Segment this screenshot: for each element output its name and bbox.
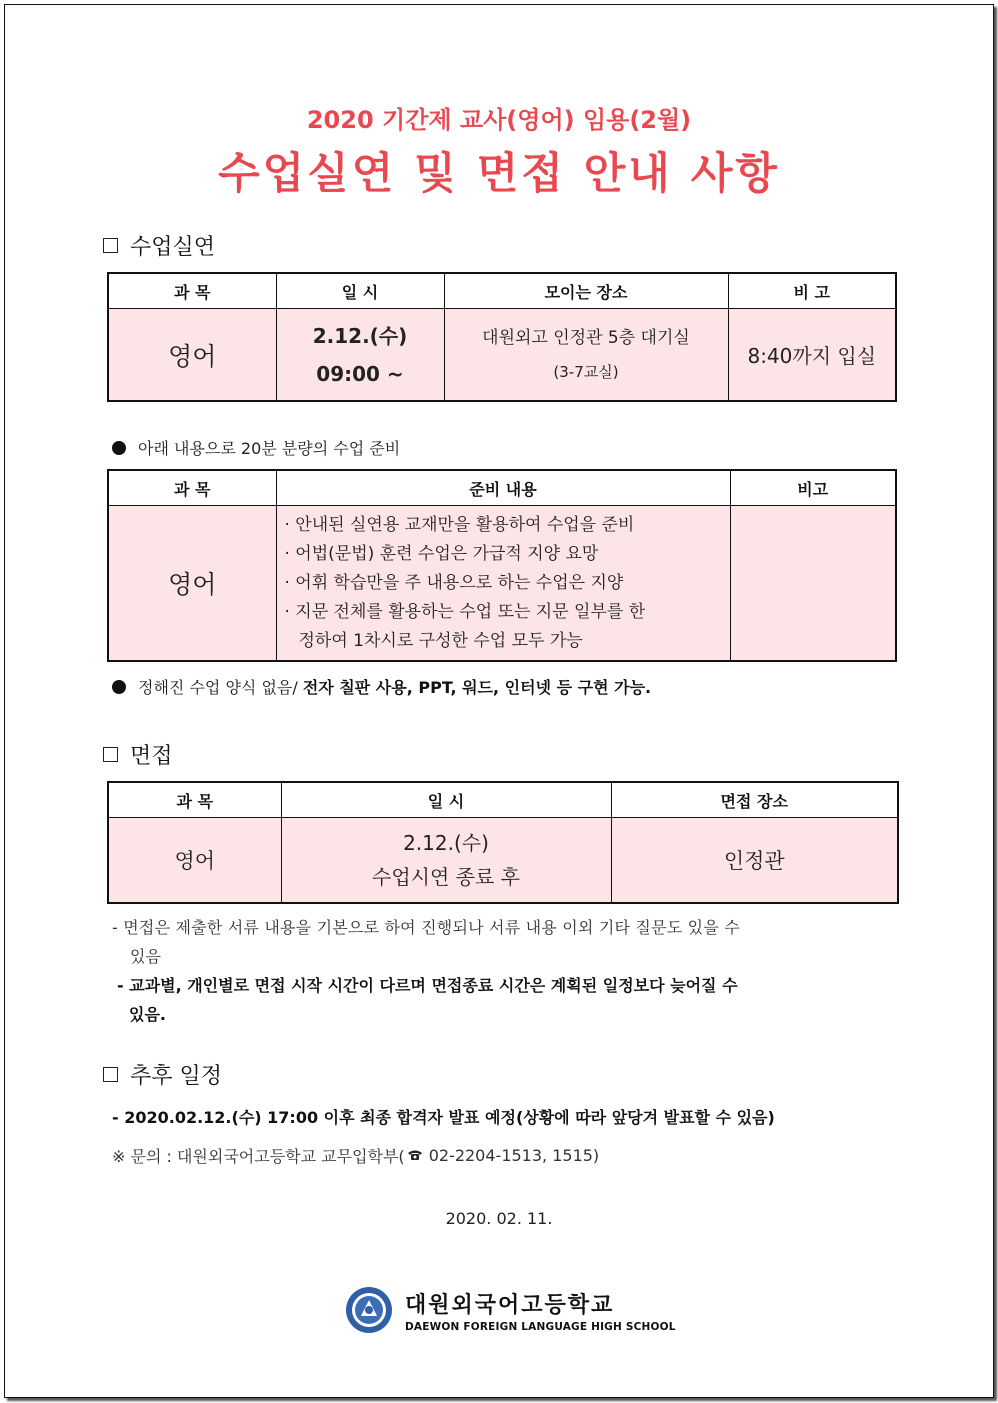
interview-date: 2.12.(수): [403, 831, 489, 855]
table-header: 모이는 장소: [444, 273, 728, 309]
prep-item: · 지문 전체를 활용하는 수업 또는 지문 일부를 한: [284, 601, 646, 622]
phone-icon: [407, 1146, 423, 1165]
checkbox-icon: [103, 1067, 118, 1082]
document-subtitle: 2020 기간제 교사(영어) 임용(2월): [306, 106, 692, 134]
interview-time: 수업시연 종료 후: [372, 865, 520, 889]
demo-place-name: 대원외고 인정관 5층 대기실: [482, 327, 690, 348]
section-heading-demo: [103, 230, 215, 261]
interview-note-1-line1: - 면접은 제출한 서류 내용을 기본으로 하여 진행되나 서류 내용 이외 기타 질문도 있을 수: [112, 918, 740, 937]
demo-note: 8:40까지 입실: [728, 309, 896, 402]
bullet-dot-icon: [112, 680, 126, 694]
contact-phone: 02-2204-1513, 1515): [428, 1146, 600, 1165]
bullet-format-text: 정해진 수업 양식 없음/: [138, 678, 303, 697]
contact-line: [112, 1144, 599, 1167]
demo-date: 2.12.(수): [312, 323, 408, 348]
table-header: 비 고: [728, 273, 896, 309]
document-page: [4, 4, 994, 1398]
interview-note-2: [117, 971, 897, 1029]
demo-time: 09:00 ~: [316, 361, 404, 386]
contact-prefix: ※ 문의 : 대원외국어고등학교 교무입학부(: [112, 1147, 405, 1166]
prep-item: · 어휘 학습만을 주 내용으로 하는 수업은 지양: [284, 572, 624, 593]
demo-place-room: (3-7교실): [553, 362, 619, 381]
prep-subject: 영어: [108, 506, 276, 662]
demo-prep-table: [107, 469, 897, 662]
checkbox-icon: [103, 747, 118, 762]
interview-note-2-line2: 있음.: [129, 1005, 166, 1024]
document-title: 수업실연 및 면접 안내 사항: [218, 149, 780, 199]
table-header: 준비 내용: [276, 470, 730, 506]
demo-datetime: [276, 309, 444, 402]
school-name-korean: 대원외국어고등학교: [405, 1292, 615, 1318]
bullet-format-bold: 전자 칠판 사용, PPT, 워드, 인터넷 등 구현 가능.: [302, 678, 652, 697]
interview-place: 인정관: [611, 818, 898, 904]
prep-note: [730, 506, 896, 662]
checkbox-icon: [103, 238, 118, 253]
section-heading-schedule: [103, 1059, 222, 1090]
bullet-prep-text: 아래 내용으로 20분 분량의 수업 준비: [138, 439, 401, 458]
section-heading-interview-label: 면접: [130, 744, 173, 769]
interview-note-1-line2: 있음: [130, 947, 161, 966]
interview-note-2-line1: - 교과별, 개인별로 면접 시작 시간이 다르며 면접종료 시간은 계획된 일정보다 늦어질 수: [117, 976, 738, 995]
table-header: 과 목: [108, 782, 281, 818]
demo-schedule-table: [107, 272, 897, 402]
prep-contents: [276, 506, 730, 662]
school-emblem-icon: [345, 1286, 393, 1334]
prep-item: · 어법(문법) 훈련 수업은 가급적 지양 요망: [284, 543, 599, 564]
table-header: 면접 장소: [611, 782, 898, 818]
table-header: 일 시: [281, 782, 611, 818]
section-heading-interview: [103, 739, 173, 770]
prep-item: 정하여 1차시로 구성한 수업 모두 가능: [298, 630, 583, 651]
table-header: 과 목: [108, 470, 276, 506]
demo-subject: 영어: [108, 309, 276, 402]
table-header: 일 시: [276, 273, 444, 309]
table-header: 과 목: [108, 273, 276, 309]
section-heading-schedule-label: 추후 일정: [130, 1064, 223, 1089]
document-date: 2020. 02. 11.: [445, 1209, 553, 1228]
bullet-dot-icon: [112, 441, 126, 455]
bullet-prep: [112, 436, 400, 459]
school-name-english: DAEWON FOREIGN LANGUAGE HIGH SCHOOL: [405, 1320, 676, 1333]
interview-datetime: [281, 818, 611, 904]
demo-place: [444, 309, 728, 402]
school-logo: [345, 1286, 676, 1334]
prep-item: · 안내된 실연용 교재만을 활용하여 수업을 준비: [284, 514, 635, 535]
interview-table: [107, 781, 899, 904]
interview-note-1: [112, 913, 897, 971]
bullet-format: [112, 675, 651, 698]
schedule-item: - 2020.02.12.(수) 17:00 이후 최종 합격자 발표 예정(상황에 따라 앞당겨 발표할 수 있음): [112, 1108, 775, 1127]
section-heading-demo-label: 수업실연: [130, 235, 216, 260]
interview-subject: 영어: [108, 818, 281, 904]
table-header: 비고: [730, 470, 896, 506]
